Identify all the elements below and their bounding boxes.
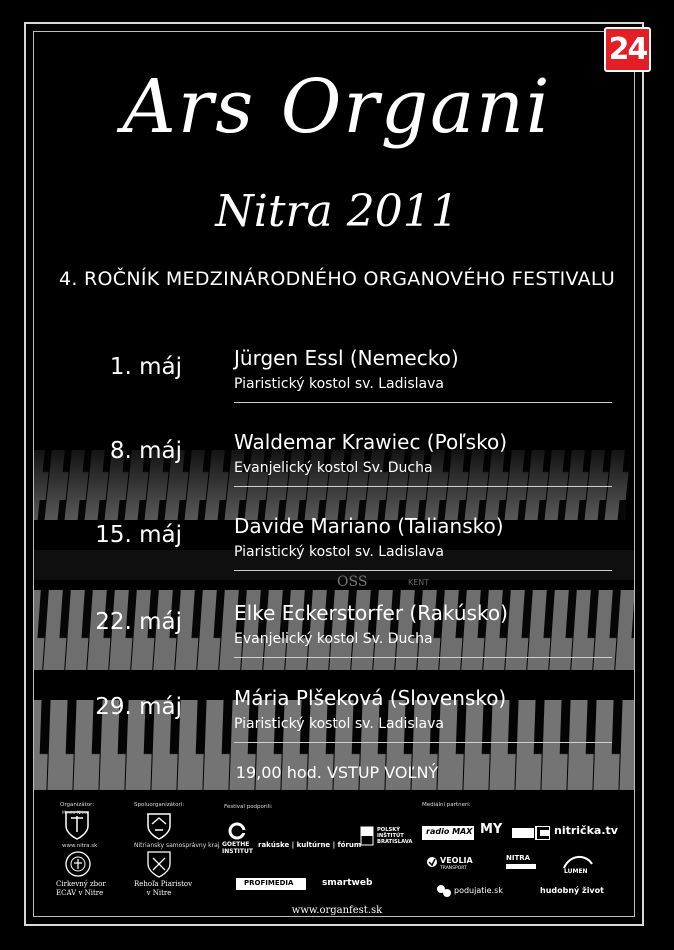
tv-logo-icon <box>512 826 550 840</box>
sponsor-strip <box>56 798 636 902</box>
piarist-line-2: v Nitre <box>146 889 172 897</box>
event-4 <box>0 595 674 675</box>
piarist-name <box>134 880 193 898</box>
event-5 <box>0 680 674 760</box>
divider <box>234 742 612 743</box>
event-performer: Elke Eckerstorfer (Rakúsko) <box>234 601 508 625</box>
goethe-line-1: GOETHE <box>222 841 250 848</box>
nitra24-logo: NITRA <box>506 854 531 862</box>
event-performer: Jürgen Essl (Nemecko) <box>234 346 459 370</box>
ecav-line-1: Cirkevný zbor <box>56 880 106 888</box>
event-date: 29. máj <box>95 694 182 720</box>
hudobny-logo: hudobný život <box>540 886 604 895</box>
event-date: 22. máj <box>95 609 182 635</box>
nitra24-bar <box>506 864 536 869</box>
goethe-logo-icon <box>228 822 246 840</box>
poster-title: Ars Organi <box>122 64 552 150</box>
keyboard-brand-right: KENT <box>408 578 430 587</box>
media-label: Mediálni partneri: <box>422 802 471 808</box>
divider <box>234 402 612 403</box>
event-date: 8. máj <box>109 438 182 464</box>
keyboard-brand-left: OSS <box>337 574 368 590</box>
veolia-subtext: TRANSPORT <box>440 866 467 871</box>
goethe-logo <box>222 841 253 855</box>
event-performer: Waldemar Krawiec (Poľsko) <box>234 430 508 454</box>
divider <box>234 657 612 658</box>
poster-subtitle: Nitra 2011 <box>215 186 459 237</box>
coorganizer-label: Spoluorganizátori: <box>134 802 185 808</box>
nitra-logo-text: Mesto Nitra <box>62 811 88 816</box>
event-1 <box>0 340 674 420</box>
goethe-line-2: INSTITUT <box>222 848 253 855</box>
piarist-line-1: Rehoľa Piaristov <box>134 880 193 888</box>
polish-institute-logo <box>377 827 412 845</box>
entry-info: 19,00 hod. VSTUP VOĽNÝ <box>235 763 439 782</box>
event-date: 1. máj <box>109 354 182 380</box>
nitricka-logo: nitrička.tv <box>554 824 618 837</box>
ecav-line-2: ECAV v Nitre <box>56 889 104 897</box>
event-performer: Davide Mariano (Taliansko) <box>234 514 504 538</box>
radiomax-logo: radio MAX <box>426 827 473 836</box>
veolia-icon <box>426 856 438 868</box>
divider <box>234 486 612 487</box>
event-3 <box>0 508 674 588</box>
polish-line-1: POLSKÝ <box>377 827 401 833</box>
event-2 <box>0 424 674 504</box>
profimedia-logo: PROFIMEDIA <box>244 879 294 887</box>
polish-line-3: BRATISLAVA <box>377 839 413 845</box>
veolia-logo: VEOLIA <box>440 856 473 865</box>
support-label: Festival podporili: <box>224 804 273 810</box>
polish-institute-icon <box>360 826 374 846</box>
event-venue: Piaristický kostol sv. Ladislava <box>234 716 444 732</box>
forum-logo: rakúske | kultúrne | fórum <box>258 841 362 849</box>
podujatie-logo: podujatie.sk <box>454 886 503 895</box>
event-date: 15. máj <box>95 522 182 548</box>
badge-24: 24 <box>604 27 651 72</box>
smartweb-logo: smartweb <box>322 878 373 888</box>
ecav-name <box>56 880 106 898</box>
ecav-seal-icon <box>64 850 92 878</box>
nitra-web: www.nitra.sk <box>62 843 98 849</box>
region-crest-icon <box>146 812 172 840</box>
event-performer: Mária Plšeková (Slovensko) <box>234 686 507 710</box>
event-venue: Evanjelický kostol Sv. Ducha <box>234 631 433 647</box>
event-venue: Piaristický kostol sv. Ladislava <box>234 544 444 560</box>
divider <box>234 570 612 571</box>
festival-url[interactable]: www.organfest.sk <box>291 905 383 916</box>
festival-tagline: 4. ROČNÍK MEDZINÁRODNÉHO ORGANOVÉHO FESTIVALU <box>58 268 616 290</box>
polish-line-2: INŠTITÚT <box>377 833 404 839</box>
organizer-label: Organizátor: <box>60 802 95 808</box>
event-venue: Evanjelický kostol Sv. Ducha <box>234 460 433 476</box>
event-venue: Piaristický kostol sv. Ladislava <box>234 376 444 392</box>
lumen-logo: LUMEN <box>564 868 588 875</box>
podujatie-icon <box>436 884 452 898</box>
my-logo: MY <box>480 822 503 837</box>
region-name: Nitriansky samosprávny kraj <box>134 842 220 849</box>
piarist-crest-icon <box>146 850 172 878</box>
